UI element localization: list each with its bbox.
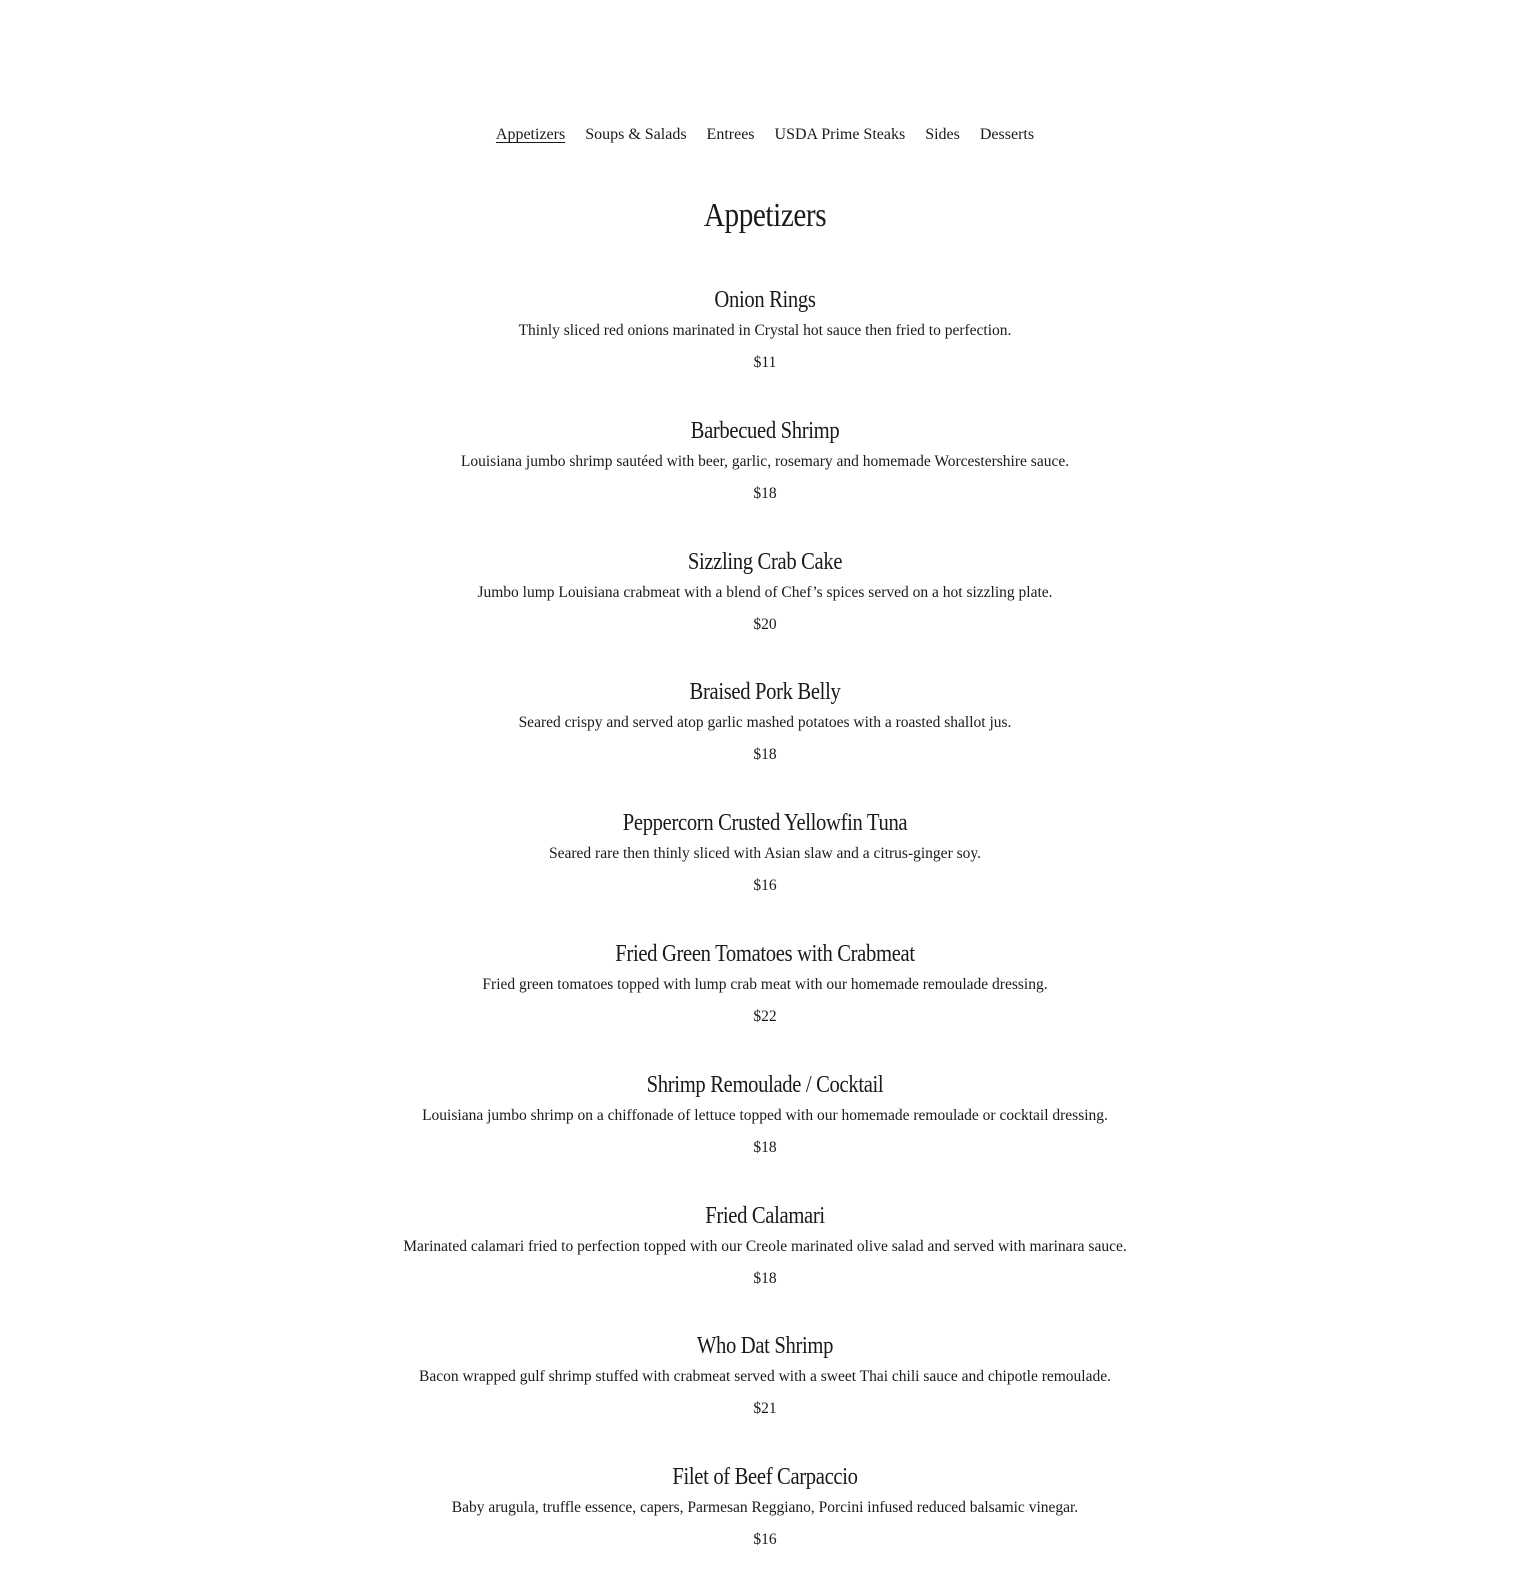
menu-item-description: Seared crispy and served atop garlic mashed potatoes with a roasted shallot jus. xyxy=(518,714,1012,732)
menu-item xyxy=(0,1201,1530,1332)
menu-item-name: Who Dat Shrimp xyxy=(696,1333,834,1360)
nav-tab-sides[interactable]: Sides xyxy=(925,126,960,143)
menu-item-name: Filet of Beef Carpaccio xyxy=(672,1464,858,1491)
menu-item-price: $11 xyxy=(753,354,777,371)
menu-item-description: Louisiana jumbo shrimp sautéed with beer, garlic, rosemary and homemade Worcestershire sauce. xyxy=(460,452,1070,470)
menu-item-description: Seared rare then thinly sliced with Asian slaw and a citrus-ginger soy. xyxy=(548,845,982,863)
menu-item-description: Marinated calamari fried to perfection topped with our Creole marinated olive salad and served with marinara sauce. xyxy=(403,1237,1127,1255)
menu-item-price: $16 xyxy=(753,1531,777,1549)
menu-item-price: $18 xyxy=(753,746,777,764)
menu-item-price: $16 xyxy=(753,877,777,895)
menu-item xyxy=(0,1462,1530,1593)
menu-item xyxy=(0,1331,1530,1462)
menu-item-description: Louisiana jumbo shrimp on a chiffonade of lettuce topped with our homemade remoulade or cocktail dressing. xyxy=(422,1106,1108,1124)
menu-item-description: Fried green tomatoes topped with lump crab meat with our homemade remoulade dressing. xyxy=(482,975,1048,993)
menu-item-description: Bacon wrapped gulf shrimp stuffed with crabmeat served with a sweet Thai chili sauce and chipotle remoulade. xyxy=(419,1368,1111,1386)
nav-tab-desserts[interactable]: Desserts xyxy=(979,126,1035,143)
section-title: Appetizers xyxy=(703,197,827,234)
menu-item-price: $21 xyxy=(753,1400,777,1418)
menu-item-description: Baby arugula, truffle essence, capers, Parmesan Reggiano, Porcini infused reduced balsamic vinegar. xyxy=(451,1499,1079,1517)
menu-item xyxy=(0,416,1530,547)
menu-item-price: $18 xyxy=(753,484,777,502)
menu-item-name: Barbecued Shrimp xyxy=(690,417,840,444)
nav-tab-entrees[interactable]: Entrees xyxy=(706,126,755,143)
nav-tab-usda-prime-steaks[interactable]: USDA Prime Steaks xyxy=(774,126,906,143)
menu-item-name: Peppercorn Crusted Yellowfin Tuna xyxy=(622,810,908,837)
menu-item-name: Braised Pork Belly xyxy=(689,679,841,706)
menu-item xyxy=(0,547,1530,678)
menu-item xyxy=(0,677,1530,808)
menu-item-price: $20 xyxy=(753,615,777,633)
menu-category-nav xyxy=(0,124,1530,146)
menu-item xyxy=(0,939,1530,1070)
menu-item xyxy=(0,1070,1530,1201)
nav-tab-soups-salads[interactable]: Soups & Salads xyxy=(585,126,687,143)
menu-item-name: Fried Green Tomatoes with Crabmeat xyxy=(615,940,915,967)
menu-item xyxy=(0,285,1530,416)
menu-item-name: Fried Calamari xyxy=(705,1202,825,1229)
menu-item-description: Thinly sliced red onions marinated in Crystal hot sauce then fried to perfection. xyxy=(518,322,1012,339)
menu-item-price: $18 xyxy=(753,1138,777,1156)
menu-item-name: Shrimp Remoulade / Cocktail xyxy=(646,1071,884,1098)
menu-item-price: $18 xyxy=(753,1269,777,1287)
nav-tab-appetizers[interactable]: Appetizers xyxy=(495,126,566,143)
menu-item-price: $22 xyxy=(753,1007,777,1025)
menu-item-name: Sizzling Crab Cake xyxy=(687,548,843,575)
menu-item xyxy=(0,808,1530,939)
menu-items-list xyxy=(0,285,1530,1593)
menu-item-description: Jumbo lump Louisiana crabmeat with a blend of Chef’s spices served on a hot sizzling plate. xyxy=(477,583,1053,601)
menu-item-name: Onion Rings xyxy=(714,287,816,313)
